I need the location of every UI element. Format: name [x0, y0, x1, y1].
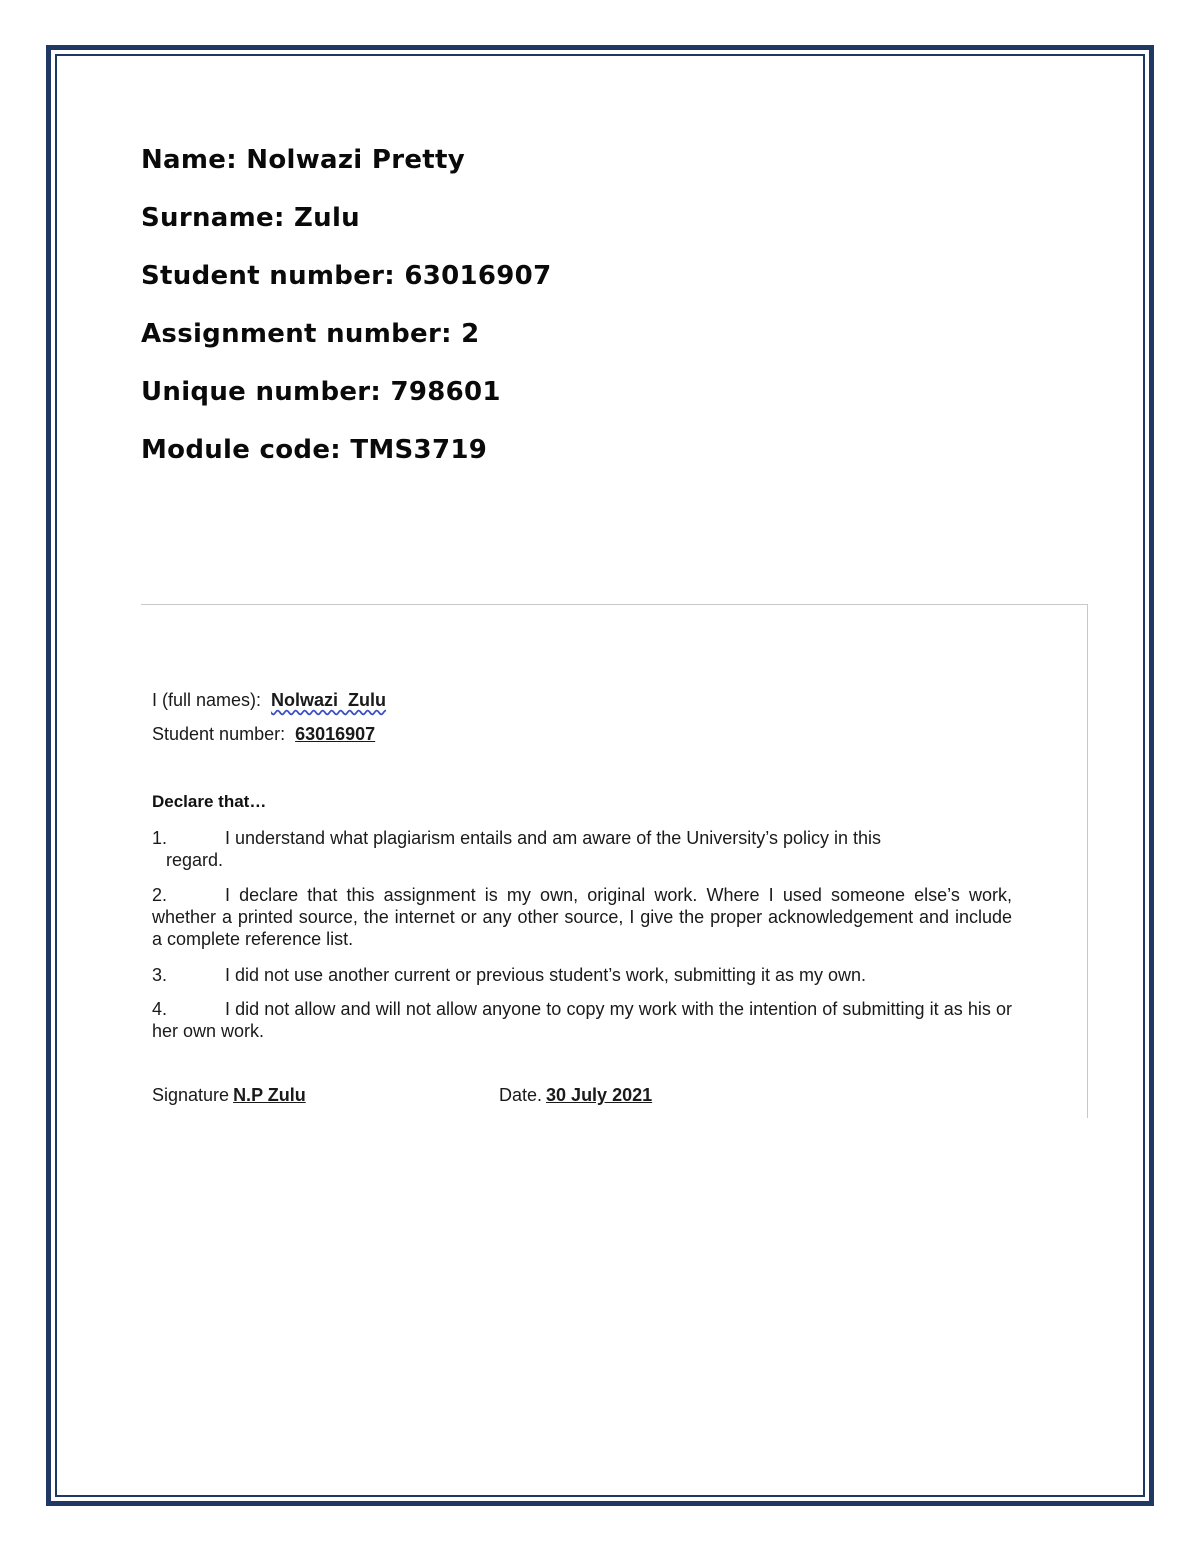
unique-number-line: Unique number: 798601: [141, 377, 501, 407]
declaration-item-3: [152, 964, 1012, 986]
cover-details: [141, 138, 551, 486]
signature-row: [152, 1085, 306, 1106]
name-line: Name: Nolwazi Pretty: [141, 145, 465, 175]
student-number-value: 63016907: [295, 724, 376, 744]
item-number: 1.: [152, 828, 168, 848]
item-text: I did not allow and will not allow anyone to copy my work with the intention of submitting it as his or her own work.: [152, 999, 1012, 1041]
signature-value: N.P Zulu: [233, 1085, 306, 1105]
item-number: 3.: [152, 965, 168, 985]
full-names-row: [152, 690, 386, 711]
surname-line: Surname: Zulu: [141, 203, 360, 233]
date-row: [499, 1085, 652, 1106]
item-number: 4.: [152, 999, 168, 1019]
full-names-value: Nolwazi Zulu: [271, 690, 387, 710]
student-number-row: [152, 724, 375, 745]
item-text: I understand what plagiarism entails and am aware of the University’s policy in this: [225, 828, 881, 848]
item-number: 2.: [152, 885, 168, 905]
date-value: 30 July 2021: [546, 1085, 653, 1105]
signature-label: Signature: [152, 1085, 230, 1105]
full-names-label: I (full names):: [152, 690, 262, 710]
declaration-item-1: [152, 827, 1012, 871]
date-label: Date.: [499, 1085, 543, 1105]
assignment-number-line: Assignment number: 2: [141, 319, 480, 349]
declaration-item-2: [152, 884, 1012, 950]
student-number-label: Student number:: [152, 724, 286, 744]
declaration-item-4: [152, 998, 1012, 1042]
module-code-line: Module code: TMS3719: [141, 435, 488, 465]
student-number-line: Student number: 63016907: [141, 261, 552, 291]
declare-heading: Declare that…: [152, 792, 267, 811]
item-text: I did not use another current or previous student’s work, submitting it as my own.: [225, 965, 866, 985]
item-text-continued: regard.: [166, 850, 224, 870]
item-text: I declare that this assignment is my own, original work. Where I used someone else’s work, whether a printed source, the internet or any other source, I give the proper acknowledgement and include a complete reference list.: [152, 885, 1012, 949]
